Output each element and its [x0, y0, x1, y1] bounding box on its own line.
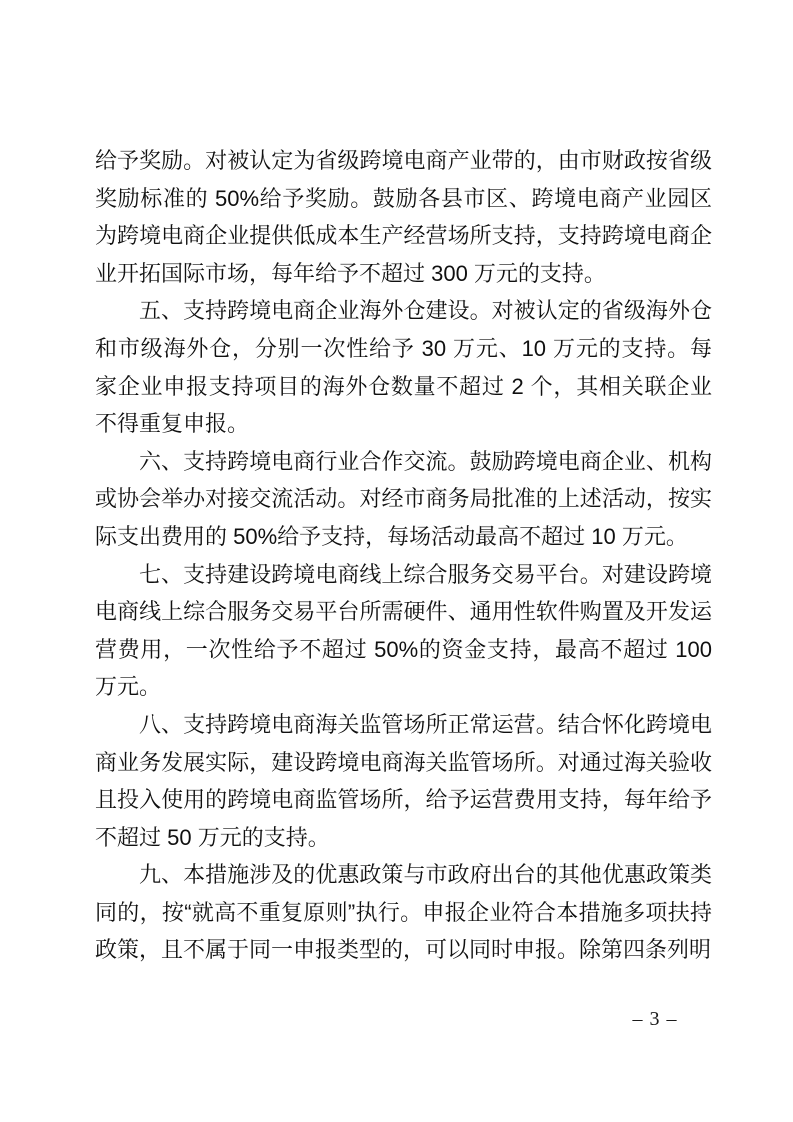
paragraph-section-5: 五、支持跨境电商企业海外仓建设。对被认定的省级海外仓和市级海外仓，分别一次性给予 30 万元、10 万元的支持。每家企业申报支持项目的海外仓数量不超过 2 个，其相关联企业不得重复申报。 [95, 298, 712, 437]
paragraph-section-6: 六、支持跨境电商行业合作交流。鼓励跨境电商企业、机构或协会举办对接交流活动。对经市商务局批准的上述活动，按实际支出费用的 50%给予支持，每场活动最高不超过 10 万元。 [95, 448, 712, 549]
document-body [95, 142, 712, 969]
paragraph-section-9: 九、本措施涉及的优惠政策与市政府出台的其他优惠政策类同的，按“就高不重复原则”执行。申报企业符合本措施多项扶持政策，且不属于同一申报类型的，可以同时申报。除第四条列明 [95, 862, 712, 963]
paragraph-section-8: 八、支持跨境电商海关监管场所正常运营。结合怀化跨境电商业务发展实际，建设跨境电商海关监管场所。对通过海关验收且投入使用的跨境电商监管场所，给予运营费用支持，每年给予不超过 50 万元的支持。 [95, 711, 712, 850]
paragraph-section-7: 七、支持建设跨境电商线上综合服务交易平台。对建设跨境电商线上综合服务交易平台所需硬件、通用性软件购置及开发运营费用，一次性给予不超过 50%的资金支持，最高不超过 100 万元。 [95, 561, 712, 700]
paragraph-continuation: 给予奖励。对被认定为省级跨境电商产业带的，由市财政按省级奖励标准的 50%给予奖励。鼓励各县市区、跨境电商产业园区为跨境电商企业提供低成本生产经营场所支持，支持跨境电商企业开拓国际市场，每年给予不超过 300 万元的支持。 [95, 148, 712, 286]
page-number: – 3 – [632, 1008, 678, 1030]
